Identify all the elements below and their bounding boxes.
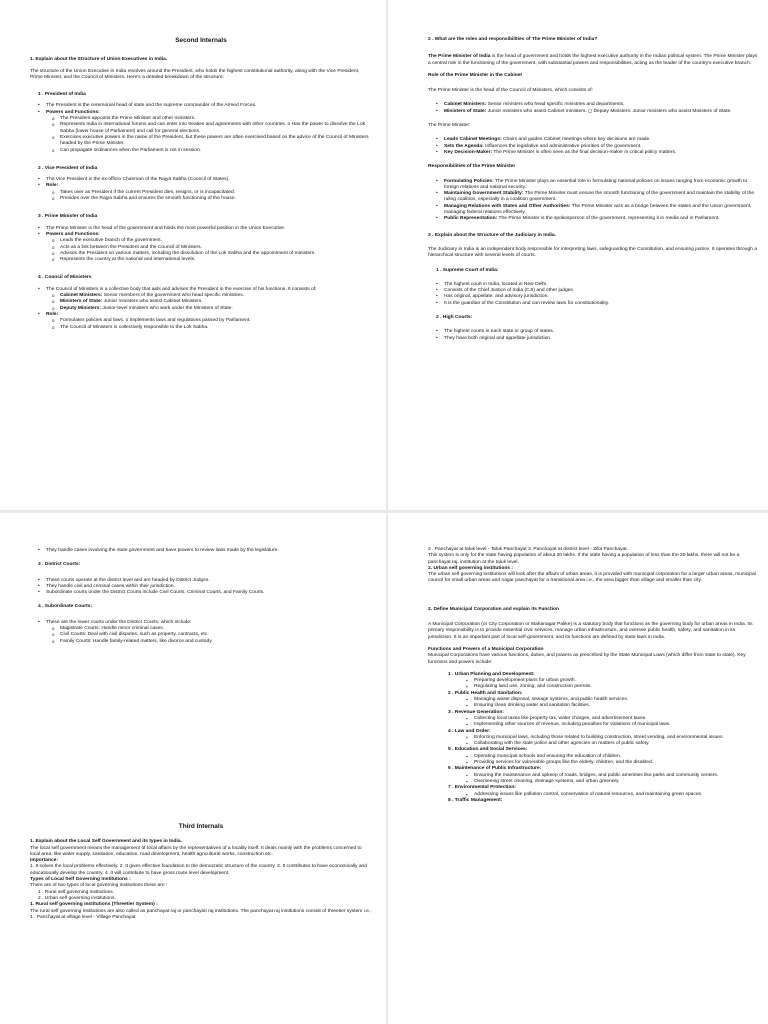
sub-bullet: o Magistrate Courts: Handle minor criminal cases.: [30, 626, 372, 632]
paragraph: The structure of the Union Executive in India revolves around the President, who holds the highest constitutional authority, along with the Vice President, Prime Minister, and the Council of Ministers. Here's a detailed breakdown of the structure:: [30, 68, 360, 80]
paragraph: Municipal Corporations have various functions, duties, and powers as prescribed by the State Municipal Laws (which differ from state to state). Key functions and powers include:: [428, 653, 746, 665]
bullet: • Key Decision-Maker: The Prime Minister is often seen as the final decision-maker in critical policy matters.: [428, 150, 758, 156]
sub-bullet: ▪ Ensuring clean drinking water and sanitation facilities.: [428, 703, 758, 709]
sub-bullet: o The President appoints the Prime Minister and other ministers.: [30, 116, 372, 122]
subheading: Role of the Prime Minister in the Cabinet: [428, 72, 523, 78]
sub-bullet: ▪ Ensuring the maintenance and upkeep of roads, bridges, and public amenities like parks and community centers.: [428, 773, 758, 779]
bullet: • Formulating Policies: The Prime Minister plays an essential role in formulating national policies on issues ranging from economic growth to foreign relations and national security.: [428, 179, 758, 192]
sub-bullet: ▪ Addressing issues like pollution control, conservation of natural resources, and maintaining green spaces.: [428, 792, 758, 798]
subheading: Importance:: [30, 858, 58, 864]
sub-bullet: o Cabinet Ministers: Senior members of the government who head specific ministries.: [30, 293, 372, 299]
bullet: • Maintaining Government Stability: The Prime Minister must ensure the smooth functioning of the government and maintain the stability of the ruling coalition, especially in a coalition government.: [428, 191, 758, 204]
paragraph: The Prime Minister:: [428, 123, 471, 129]
sub-bullet: ▪ Operating municipal schools and ensuring the education of children.: [428, 754, 758, 760]
list-item: 7 . Environmental Protection:: [448, 785, 516, 791]
sub-bullet: ▪ Collecting local taxes like property tax, water charges, and advertisement taxes.: [428, 716, 758, 722]
list-item: 8 . Traffic Management:: [448, 797, 503, 803]
section-title: Second Internals: [175, 37, 227, 44]
sub-bullet: ▪ Managing waste disposal, sewage systems, and public health services.: [428, 697, 758, 703]
list-item: 2 . Panchayat at taluk level - Taluk Panchayat 3. Panchayat at district level - Zilla Panchayat.: [428, 547, 628, 552]
sub-bullet: ▪ Collaborating with the state police and other agencies on matters of public safety.: [428, 741, 758, 747]
subheading: 1 . Supreme Court of India:: [436, 267, 499, 273]
list-item: 3 . Revenue Generation:: [448, 709, 504, 715]
list-item: 1 . Panchayat at village level - Village Panchayat: [30, 914, 136, 920]
question-heading: 1. Explain about the Local Self Government and its types in India.: [30, 839, 182, 845]
page-1: [0, 0, 386, 510]
sub-bullet: ▪ Providing services for vulnerable groups like the elderly, children, and the disabled.: [428, 760, 758, 766]
sub-bullet: o Ministers of State: Junior ministers who assist Cabinet Ministers.: [30, 299, 372, 305]
paragraph: The Judiciary in India is an independent body responsible for interpreting laws, safeguarding the Constitution, and ensuring justice. It operates through a hierarchical structure with several levels of courts.: [428, 246, 757, 259]
sub-bullet: o Can propagate ordinances when the Parliament is not in session.: [30, 148, 372, 154]
sub-bullet: o The Council of Ministers is collectively responsible to the Lok Sabha.: [30, 325, 372, 331]
sub-bullet: ▪ Regulating land use, zoning, and construction permits.: [428, 684, 758, 690]
paragraph: 1. It solves the local problems effectively. 2. It gives effective foundation to the democratic structure of the country. 3. It contributes to have economically and educationally develop the country. 4. It will contribute to have gross route level development.: [30, 864, 367, 876]
bullet: • Role:: [30, 183, 372, 189]
sub-bullet: o Represents India in international forums and can enter into treaties and agreements with other countries. o Has the power to dissolve the Lok Sabha (lower house of Parliament) and call for general elections.: [30, 122, 372, 135]
sub-bullet: o Family Courts: Handle family-related matters, like divorce and custody.: [30, 639, 372, 645]
bullet: • It is the guardian of the Constitution and can review laws for constitutionality.: [428, 301, 758, 307]
page-2: [388, 0, 768, 510]
page-3: [0, 513, 386, 1024]
bullet: • Ministers of State: Junior ministers who assist Cabinet ministers. ◻ Deputy Ministers: Junior ministers who assist Ministers of State.: [428, 109, 758, 115]
sub-bullet: o Advises the President on various matters, including the dissolution of the Lok Sabha and the appointment of ministers.: [30, 251, 372, 257]
subheading: 2. Urban self governing institutions :: [428, 565, 514, 571]
question-heading: 2. Define Municipal Corporation and explain its Function: [428, 606, 559, 612]
paragraph: The Prime Minister of India is the head of government and holds the highest executive authority in the Indian political system. The Prime Minister plays a central role in the functioning of the government, with substantial powers and responsibilities, acting as the leader of the country's executive branch.: [428, 54, 758, 66]
bullet: • Sets the Agenda: Influences the legislative and administrative priorities of the government.: [428, 144, 758, 150]
sub-bullet: o Deputy Ministers: Junior-level ministers who work under the Ministers of State.: [30, 306, 372, 312]
sub-bullet: o Acts as a link between the President and the Council of Ministers.: [30, 245, 372, 251]
paragraph: The local self government means the management of local affairs by the representatives of a locality itself. It deals mainly with the problems concerned to local area, like water supply, sanitation, education, road development, health agricultural works, construction etc.: [30, 845, 362, 857]
bullet: • These courts operate at the district level and are headed by District Judges.: [30, 578, 372, 584]
subheading: 1. Rural self governing institutions (Threetier System) :: [30, 902, 158, 908]
bullet: • Leads Cabinet Meetings: Chairs and guides Cabinet meetings where key decisions are made.: [428, 137, 758, 143]
list-item: 1 . Urban Planning and Development:: [448, 671, 535, 677]
list-item: 1 . Rural self governing institutions.: [38, 889, 115, 895]
paragraph: The rural self governing institutions are also called as panchayat raj or panchayati raj institutions. The panchayat raj institutions consist of threetier system i.e.,: [30, 908, 372, 914]
list-item: 6 . Maintenance of Public Infrastructure:: [448, 766, 542, 772]
sub-bullet: o Takes over as President if the current President dies, resigns, or is incapacitated.: [30, 190, 372, 196]
paragraph: The Prime Minister is the head of the Council of Ministers, which consists of:: [428, 88, 593, 94]
section-title: Third Internals: [178, 823, 224, 830]
bullet: • Cabinet Ministers: Senior ministers who head specific ministries and departments.: [428, 102, 758, 108]
sub-bullet: o Exercises executive powers in the name of the President, but these powers are often exercised based on the advice of the Council of Ministers headed by the Prime Minister.: [30, 135, 372, 148]
subheading: 4 . Subordinate Courts:: [38, 604, 93, 610]
sub-bullet: o Formulates policies and laws. o Implements laws and regulations passed by Parliament.: [30, 318, 372, 324]
paragraph: There are of two types of local governing institutions these are :: [30, 883, 168, 889]
bullet: • Managing Relations with States and Other Authorities: The Prime Minister acts as a bridge between the states and the Union government, managing federal relations effectively.: [428, 204, 758, 217]
subheading: 2 . Vice President of India: [38, 165, 98, 171]
paragraph: This system is only for the state having population of about 20 lakhs. If the state having a population of less than the 20 lakhs, there will not be a panchayat raj. institution at the taluk level.: [428, 553, 740, 565]
bullet: • Powers and Functions:: [30, 232, 372, 238]
paragraph: The urban self governing institutions will look after the affairs of urban areas, it is provided with municipal corporation for a larger urban areas, municipal council for small urban areas and nagar panchayat for a transitional area i.e., the area bigger than village and smaller than city.: [428, 572, 756, 584]
bullet: • They have both original and appellate jurisdiction.: [428, 336, 758, 342]
sub-bullet: ▪ Enforcing municipal laws, including those related to building construction, street vending, and environmental issues.: [428, 735, 758, 741]
sub-bullet: o Represents the country at the national and international levels.: [30, 257, 372, 263]
bullet: • They handle cases involving the state government and have powers to review laws made by the legislature.: [30, 548, 372, 554]
subheading: 2 . High Courts:: [436, 315, 473, 321]
sub-bullet: o Civil Courts: Deal with civil disputes, such as property, contracts, etc.: [30, 632, 372, 638]
sub-bullet: o Leads the executive branch of the government.: [30, 238, 372, 244]
bullet: • These are the lower courts under the District Courts, which include:: [30, 620, 372, 626]
subheading: Types of Local Self Governing Institutions :: [30, 877, 131, 883]
paragraph: A Municipal Corporation (or City Corporation or Mahanagar Palike) is a statutory body that functions as the governing body for urban areas in India. Its primary responsibility is to provide essential civic services, manage urban infrastructure, and oversee public health, safety, and sanitation in its jurisdiction. It is an important part of local self-government, and its functions are defined by state laws in India.: [428, 622, 753, 640]
list-item: 5 . Education and Social Services:: [448, 747, 528, 753]
subheading: Functions and Powers of a Municipal Corporation: [428, 646, 544, 652]
functions-list: [428, 672, 758, 804]
question-heading: 1. Explain about the Structure of Union Executives in India.: [30, 57, 168, 63]
sub-bullet: ▪ Implementing other sources of revenue, including penalties for violations of municipal laws.: [428, 722, 758, 728]
subheading: 3 . Prime Minister of India: [38, 214, 98, 220]
subheading: 1 . President of India: [38, 92, 86, 98]
sub-bullet: ▪ Overseeing street cleaning, drainage systems, and urban greenery.: [428, 779, 758, 785]
list-item: 2 . Urban self governing institutions.: [38, 895, 116, 901]
question-heading: 3 . Explain about the Structure of the Judiciary in India.: [428, 232, 556, 238]
page-4: [388, 513, 768, 1024]
list-item: 2 . Public Health and Sanitation:: [448, 690, 523, 696]
question-heading: 2 . What are the roles and responsibilities of The Prime Minister of India?: [428, 37, 598, 42]
bullet: • The highest court in India, located in New Delhi.: [428, 282, 758, 288]
bullet: • Subordinate courts under the District Courts include Civil Courts, Criminal Courts, and Family Courts.: [30, 590, 372, 596]
bullet: • Consists of the Chief Justice of India (CJI) and other judges.: [428, 288, 758, 294]
bullet: • The Prime Minister is the head of the government and holds the most powerful position in the Union Executive.: [30, 226, 372, 232]
subheading: 3 . District Courts:: [38, 562, 81, 568]
bullet: • The Council of Ministers is a collective body that aids and advises the President in the exercise of his functions. It consists of:: [30, 287, 372, 293]
bullet: • Public Representation: The Prime Minister is the spokesperson of the government, representing it in media and in Parliament.: [428, 216, 758, 222]
bullet: • Powers and Functions:: [30, 110, 372, 116]
subheading: Responsibilities of the Prime Minister: [428, 164, 516, 170]
sub-bullet: ▪ Preparing development plans for urban growth.: [428, 678, 758, 684]
bullet: • They handle civil and criminal cases within their jurisdiction.: [30, 584, 372, 590]
bullet: • The Vice President is the ex-officio Chairman of the Rajya Sabha (Council of States).: [30, 177, 372, 183]
bullet: • The President is the ceremonial head of state and the supreme commander of the Armed Forces.: [30, 103, 372, 109]
bullet: • Role:: [30, 312, 372, 318]
bullet: • Has original, appellate, and advisory jurisdiction.: [428, 294, 758, 300]
subheading: 4 . Council of Ministers: [38, 275, 92, 281]
sub-bullet: o Presides over the Rajya Sabha and ensures the smooth functioning of the house.: [30, 196, 372, 202]
list-item: 4 . Law and Order:: [448, 728, 491, 734]
bullet: • The highest courts in each state or group of states.: [428, 329, 758, 335]
